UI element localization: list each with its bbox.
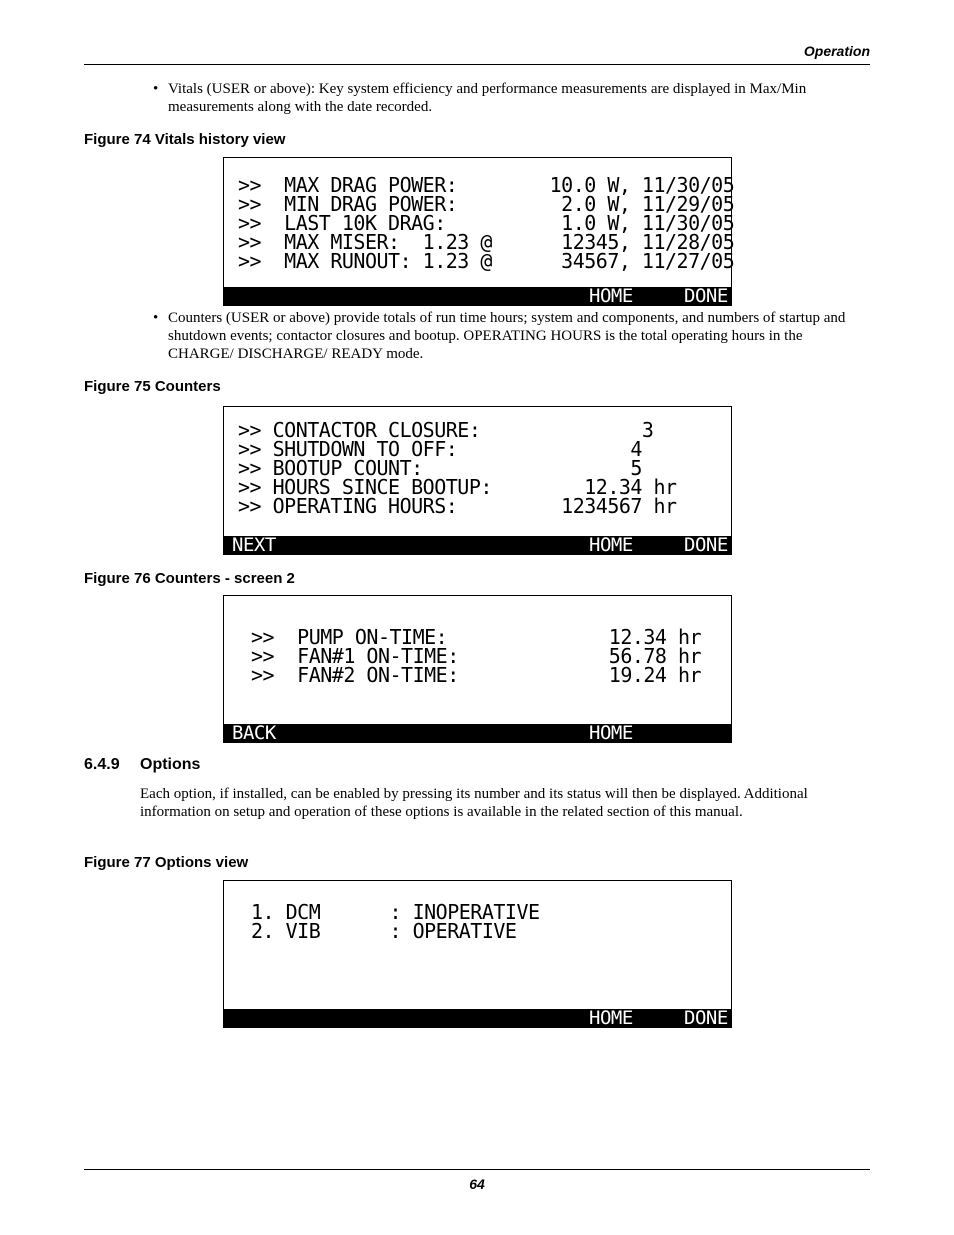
figure-75-caption: Figure 75 Counters — [84, 378, 221, 395]
counters-screen-2 — [223, 595, 732, 743]
back-softkey[interactable]: BACK — [232, 722, 276, 744]
lcd-line: >> MIN DRAG POWER: 2.0 W, 11/29/05 — [238, 192, 735, 216]
lcd-line: >> FAN#1 ON-TIME: 56.78 hr — [251, 644, 702, 668]
softkey-bar — [224, 536, 731, 554]
done-softkey[interactable]: DONE — [684, 285, 728, 307]
next-softkey[interactable]: NEXT — [232, 534, 276, 556]
figure-74-caption: Figure 74 Vitals history view — [84, 131, 286, 148]
bullet-marker: • — [153, 310, 159, 326]
softkey-bar — [224, 724, 731, 742]
options-paragraph: Each option, if installed, can be enabled by pressing its number and its status will then be displayed. Additional information on setup and operation of these options is available in the related section of this manual. — [140, 786, 808, 820]
bullet-marker: • — [153, 81, 159, 97]
lcd-line: >> PUMP ON-TIME: 12.34 hr — [251, 625, 702, 649]
lcd-line: >> MAX RUNOUT: 1.23 @ 34567, 11/27/05 — [238, 249, 735, 273]
bullet-counters-text: Counters (USER or above) provide totals of run time hours; system and components, and numbers of startup and shutdown events; contactor closures and bootup. OPERATING HOURS is the total operating hours in the CHARGE/ DISCHARGE/ READY mode. — [168, 310, 846, 362]
lcd-line: >> FAN#2 ON-TIME: 19.24 hr — [251, 663, 702, 687]
footer-rule — [84, 1169, 870, 1170]
options-screen — [223, 880, 732, 1028]
done-softkey[interactable]: DONE — [684, 1007, 728, 1029]
softkey-bar — [224, 287, 731, 305]
section-heading — [84, 756, 200, 774]
bullet-counters — [153, 309, 869, 365]
lcd-line: >> BOOTUP COUNT: 5 — [238, 456, 642, 480]
section-number: 6.4.9 — [84, 756, 120, 773]
lcd-line: >> LAST 10K DRAG: 1.0 W, 11/30/05 — [238, 211, 735, 235]
bullet-vitals — [153, 80, 869, 120]
bullet-vitals-text: Vitals (USER or above): Key system efficiency and performance measurements are displayed in Max/Min measurements along with the date recorded. — [168, 81, 807, 115]
running-header-title: Operation — [803, 43, 870, 59]
lcd-line: 2. VIB : OPERATIVE — [251, 919, 517, 943]
home-softkey[interactable]: HOME — [589, 722, 633, 744]
vitals-history-screen — [223, 157, 735, 307]
header-rule — [84, 64, 870, 65]
home-softkey[interactable]: HOME — [589, 534, 633, 556]
lcd-line: >> HOURS SINCE BOOTUP: 12.34 hr — [238, 475, 677, 499]
lcd-line: >> OPERATING HOURS: 1234567 hr — [238, 494, 677, 518]
home-softkey[interactable]: HOME — [589, 285, 633, 307]
figure-77-caption: Figure 77 Options view — [84, 854, 249, 871]
lcd-line: >> MAX MISER: 1.23 @ 12345, 11/28/05 — [238, 230, 735, 254]
page-number: 64 — [469, 1176, 485, 1192]
home-softkey[interactable]: HOME — [589, 1007, 633, 1029]
figure-76-caption: Figure 76 Counters - screen 2 — [84, 570, 295, 587]
lcd-line: >> SHUTDOWN TO OFF: 4 — [238, 437, 642, 461]
counters-screen — [223, 406, 732, 555]
done-softkey[interactable]: DONE — [684, 534, 728, 556]
lcd-line: 1. DCM : INOPERATIVE — [251, 900, 540, 924]
softkey-bar — [224, 1009, 731, 1027]
section-title: Options — [140, 756, 201, 773]
lcd-line: >> CONTACTOR CLOSURE: 3 — [238, 418, 654, 442]
lcd-line: >> MAX DRAG POWER: 10.0 W, 11/30/05 — [238, 173, 735, 197]
